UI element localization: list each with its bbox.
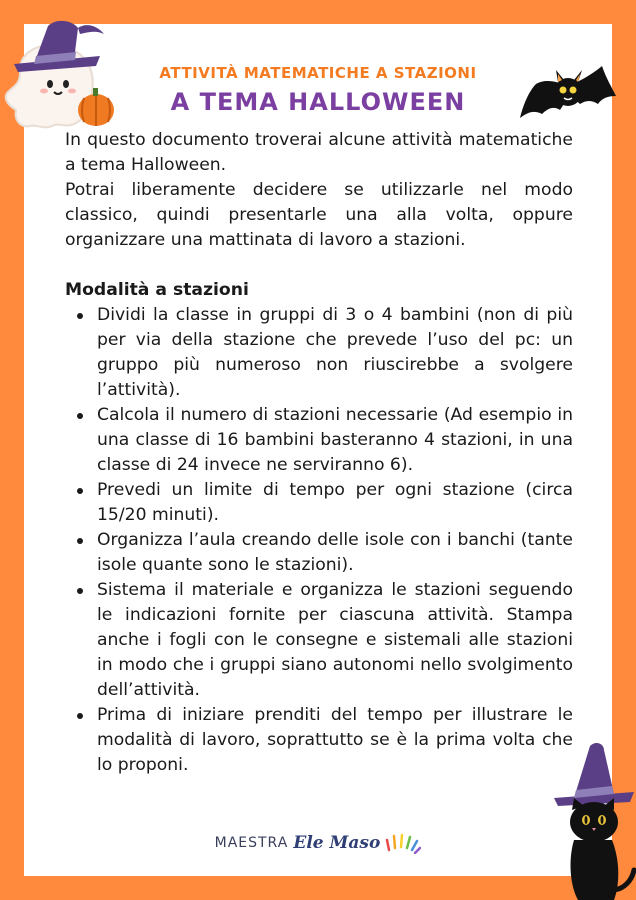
list-item: Dividi la classe in gruppi di 3 o 4 bambini (non di più per via della stazione che prevede l’uso del pc: un gruppo più numeroso non riuscirebbe a svolgere l’attività). (97, 303, 573, 403)
black-cat-witch-hat-icon (548, 740, 636, 900)
list-item: Prevedi un limite di tempo per ogni stazione (circa 15/20 minuti). (97, 478, 573, 528)
ghost-witch-hat-pumpkin-icon (0, 12, 118, 132)
list-item: Prima di iniziare prenditi del tempo per illustrare le modalità di lavoro, soprattutto se è la prima volta che lo proponi. (97, 703, 573, 778)
section-heading: Modalità a stazioni (65, 280, 249, 300)
brand-prefix: MAESTRA (214, 835, 289, 851)
intro-paragraph-1: In questo documento troverai alcune attività matematiche a tema Halloween. (65, 130, 573, 175)
brand-name: Ele Maso (293, 833, 381, 853)
footer-logo (24, 832, 612, 854)
document-page (24, 24, 612, 876)
list-item: Organizza l’aula creando delle isole con i banchi (tante isole quante sono le stazioni). (97, 528, 573, 578)
instructions-list (65, 303, 573, 778)
list-item: Sistema il materiale e organizza le stazioni seguendo le indicazioni fornite per ciascuna attività. Stampa anche i fogli con le consegne e sistemali alle stazioni in modo che i gruppi siano autonomi nello svolgimento dell’attività. (97, 578, 573, 703)
list-item: Calcola il numero di stazioni necessarie (Ad esempio in una classe di 16 bambini basteranno 4 stazioni, in una classe di 24 invece ne serviranno 6). (97, 403, 573, 478)
title-line-2: A TEMA HALLOWEEN (170, 88, 466, 116)
document-body (65, 128, 573, 778)
bat-icon (518, 62, 618, 128)
title-line-1: ATTIVITÀ MATEMATICHE A STAZIONI (159, 64, 477, 82)
rainbow-rays-icon (385, 832, 421, 854)
intro-paragraph-2: Potrai liberamente decidere se utilizzarle nel modo classico, quindi presentarle una alla volta, oppure organizzare una mattinata di lavoro a stazioni. (65, 180, 573, 250)
